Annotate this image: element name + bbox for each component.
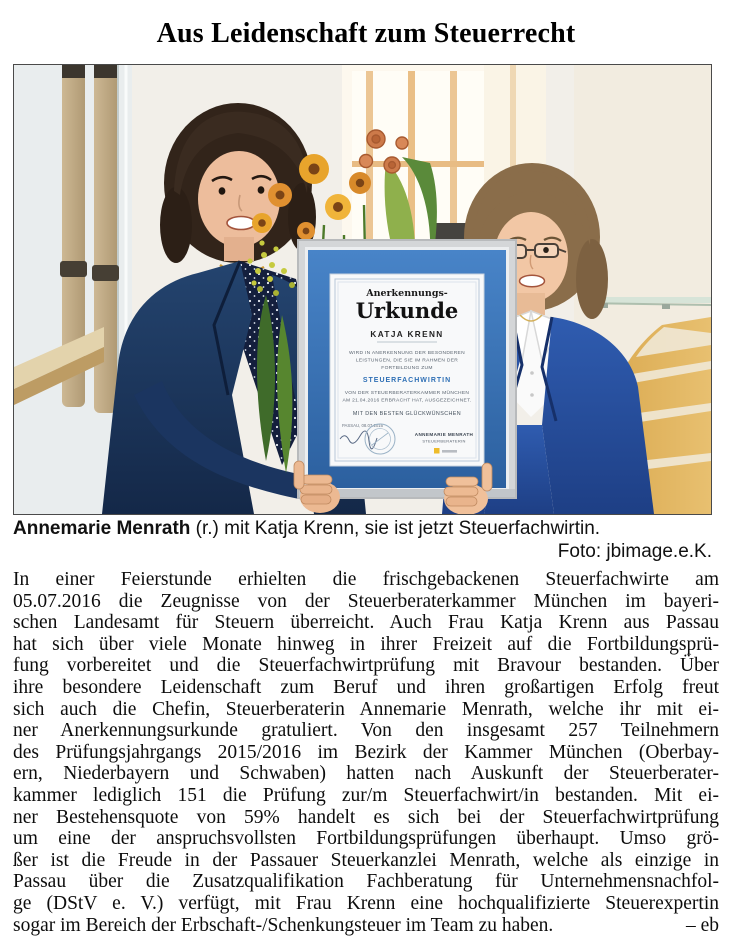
photo-credit: Foto: jbimage.e.K.	[557, 541, 712, 562]
page-title: Aus Leidenschaft zum Steuerrecht	[156, 18, 576, 49]
article-line: des Prüfungsjahrgangs 2015/2016 im Bezirk der Kammer München (Oberbay-	[13, 741, 719, 763]
certificate-qualification: Steuerfachwirtin	[362, 377, 452, 384]
article-line: fung vorbereitet und die Steuerfachwirtprüfung mit Bravour bestanden. Über	[13, 655, 719, 677]
photo-caption	[13, 517, 712, 563]
photo-illustration	[14, 65, 711, 514]
certificate-body-line: Fortbildung zum	[381, 366, 433, 371]
article-line: kammer lediglich 151 die Prüfung zur/m Steuerfachwirt/in bestanden. Mit ei-	[13, 784, 719, 806]
article-line: ßer ist die Freude in der Passauer Steuerkanzlei Menrath, welche als einzige in	[13, 849, 719, 871]
caption-text: (r.) mit Katja Krenn, sie ist jetzt Steuerfachwirtin.	[190, 518, 601, 539]
certificate-signer-name: Annemarie Menrath	[414, 432, 474, 437]
stamp	[365, 424, 395, 454]
certificate-title-main: Urkunde	[355, 298, 459, 323]
article-line: ner Anerkennungsurkunde gratuliert. Von den insgesamt 257 Teilnehmern	[13, 720, 719, 742]
article-last-line	[13, 915, 719, 937]
certificate-signer-title: Steuerberaterin	[422, 438, 466, 444]
certificate-body-line: am 21.04.2016 erbracht hat, ausgezeichnet.	[342, 398, 472, 404]
article-line: ihre besondere Leidenschaft zum Beruf und ihren großartigen Erfolg freut	[13, 676, 719, 698]
certificate-body-line: wird in Anerkennung der besonderen	[349, 351, 465, 356]
caption-name: Annemarie Menrath	[13, 518, 191, 539]
article-line: ge (DStV e. V.) verfügt, mit Frau Krenn eine hochqualifizierte Steuerexpertin	[13, 892, 719, 914]
article-line: um eine der anspruchsvollsten Fortbildungsprüfungen überhaupt. Umso grö-	[13, 828, 719, 850]
author-initials: – eb	[685, 914, 719, 936]
certificate-recipient: Katja Krenn	[370, 330, 444, 339]
article-line: schen Landesamt für Steuern überreicht. Auch Frau Katja Krenn aus Passau	[13, 612, 719, 634]
certificate-body-line: von der Steuerberaterkammer München	[344, 391, 470, 396]
certificate	[297, 239, 517, 499]
certificate-wishes: Mit den besten Glückwünschen	[352, 411, 462, 417]
article-line: In einer Feierstunde erhielten die frischgebackenen Steuerfachwirte am	[13, 569, 719, 590]
article-line: sich auch die Chefin, Steuerberaterin Annemarie Menrath, welche ihr mit ei-	[13, 698, 719, 720]
article-line: ner Bestehensquote von 59% handelt es sich bei der Steuerfachwirtprüfung	[13, 806, 719, 828]
article-line: hat sich über viele Monate hinweg in ihrer Freizeit auf die Fortbildungsprü-	[13, 633, 719, 655]
certificate-title-top: Anerkennungs-	[366, 288, 448, 299]
article-line: Passau über die Zusatzqualifikation Fachberatung für Unternehmensnachfol-	[13, 871, 719, 893]
article-photo	[13, 64, 712, 515]
caption-line	[13, 517, 712, 540]
article-line: 05.07.2016 die Zeugnisse von der Steuerberaterkammer München im bayeri-	[13, 590, 719, 612]
article-line: ern, Niederbayern und Schwaben) hatten nach Auskunft der Steuerberater-	[13, 763, 719, 785]
article-body	[13, 569, 719, 936]
certificate-body-line: Leistungen, die sie im Rahmen der	[355, 358, 459, 364]
certificate-place-date: Passau, 08.07.2016	[342, 423, 384, 428]
article-line: sogar im Bereich der Erbschaft-/Schenkungsteuer im Team zu haben.	[13, 914, 554, 936]
